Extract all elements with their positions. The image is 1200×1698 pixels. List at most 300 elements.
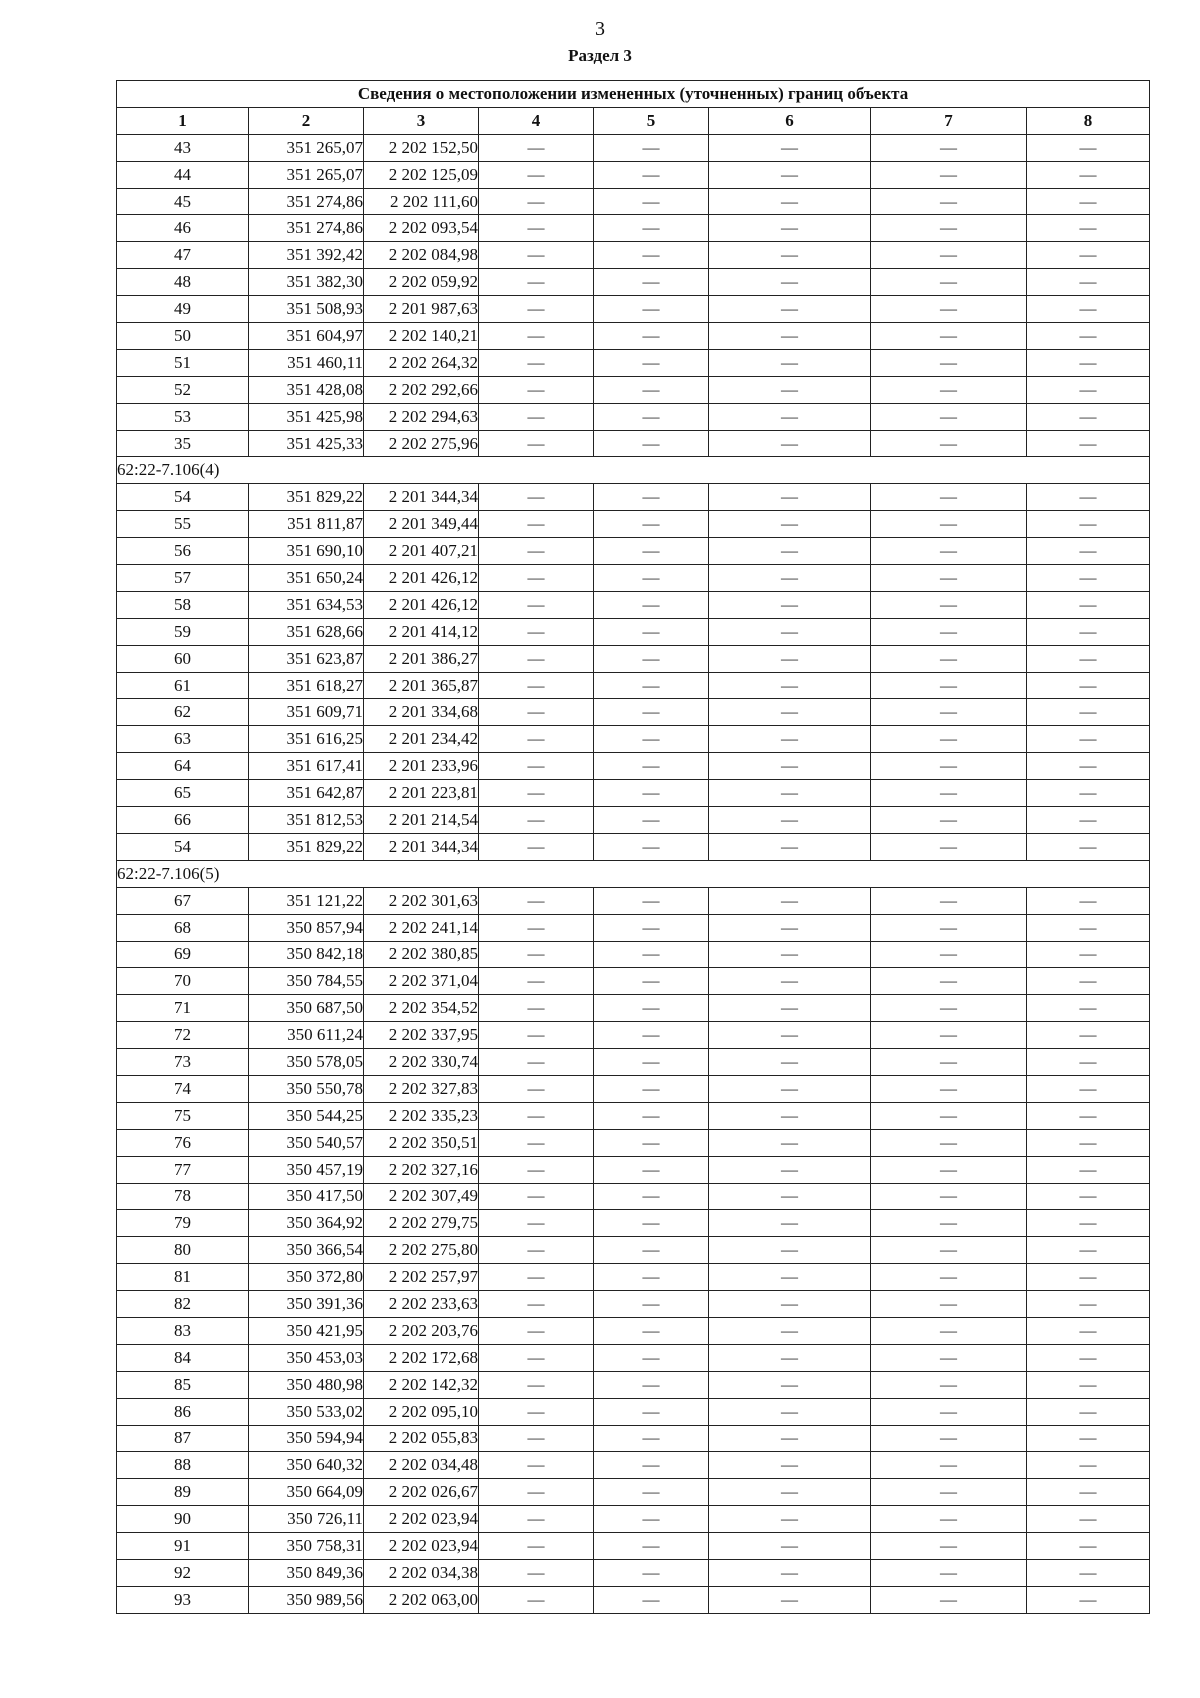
empty-value-dash: — [479, 1371, 594, 1398]
empty-value-dash: — [479, 807, 594, 834]
coordinate-y: 2 202 337,95 [364, 1022, 479, 1049]
coordinate-x: 351 274,86 [249, 215, 364, 242]
empty-value-dash: — [709, 1317, 871, 1344]
empty-value-dash: — [709, 1291, 871, 1318]
empty-value-dash: — [594, 995, 709, 1022]
table-row [117, 1317, 1150, 1344]
empty-value-dash: — [871, 1075, 1027, 1102]
point-number: 70 [117, 968, 249, 995]
empty-value-dash: — [594, 1344, 709, 1371]
empty-value-dash: — [1027, 484, 1150, 511]
coordinate-y: 2 202 095,10 [364, 1398, 479, 1425]
coordinate-y: 2 202 111,60 [364, 188, 479, 215]
table-caption-row [117, 81, 1150, 108]
coordinate-y: 2 202 023,94 [364, 1533, 479, 1560]
point-number: 64 [117, 753, 249, 780]
empty-value-dash: — [594, 591, 709, 618]
coordinate-x: 350 687,50 [249, 995, 364, 1022]
empty-value-dash: — [594, 430, 709, 457]
coordinate-x: 351 812,53 [249, 807, 364, 834]
empty-value-dash: — [594, 215, 709, 242]
empty-value-dash: — [479, 511, 594, 538]
empty-value-dash: — [871, 887, 1027, 914]
point-number: 66 [117, 807, 249, 834]
coordinate-x: 351 811,87 [249, 511, 364, 538]
coordinate-x: 350 391,36 [249, 1291, 364, 1318]
column-header: 1 [117, 107, 249, 134]
empty-value-dash: — [594, 1129, 709, 1156]
point-number: 88 [117, 1452, 249, 1479]
point-number: 76 [117, 1129, 249, 1156]
empty-value-dash: — [1027, 753, 1150, 780]
empty-value-dash: — [709, 1156, 871, 1183]
coordinate-x: 350 421,95 [249, 1317, 364, 1344]
empty-value-dash: — [479, 376, 594, 403]
column-header: 5 [594, 107, 709, 134]
empty-value-dash: — [871, 565, 1027, 592]
empty-value-dash: — [1027, 1102, 1150, 1129]
empty-value-dash: — [594, 914, 709, 941]
coordinate-y: 2 202 279,75 [364, 1210, 479, 1237]
empty-value-dash: — [1027, 403, 1150, 430]
point-number: 73 [117, 1049, 249, 1076]
table-row [117, 1210, 1150, 1237]
empty-value-dash: — [479, 1237, 594, 1264]
empty-value-dash: — [594, 134, 709, 161]
empty-value-dash: — [871, 1237, 1027, 1264]
coordinate-y: 2 202 327,16 [364, 1156, 479, 1183]
empty-value-dash: — [1027, 699, 1150, 726]
empty-value-dash: — [871, 1586, 1027, 1613]
empty-value-dash: — [1027, 1586, 1150, 1613]
empty-value-dash: — [594, 538, 709, 565]
empty-value-dash: — [479, 1210, 594, 1237]
point-number: 89 [117, 1479, 249, 1506]
empty-value-dash: — [709, 780, 871, 807]
empty-value-dash: — [594, 726, 709, 753]
table-row [117, 1075, 1150, 1102]
column-header: 2 [249, 107, 364, 134]
empty-value-dash: — [709, 538, 871, 565]
empty-value-dash: — [479, 833, 594, 860]
empty-value-dash: — [709, 1533, 871, 1560]
coordinate-x: 350 640,32 [249, 1452, 364, 1479]
empty-value-dash: — [594, 1398, 709, 1425]
table-row [117, 1237, 1150, 1264]
coordinate-x: 351 829,22 [249, 484, 364, 511]
empty-value-dash: — [871, 1371, 1027, 1398]
empty-value-dash: — [871, 484, 1027, 511]
coordinate-y: 2 202 292,66 [364, 376, 479, 403]
empty-value-dash: — [709, 753, 871, 780]
empty-value-dash: — [871, 1344, 1027, 1371]
empty-value-dash: — [871, 780, 1027, 807]
table-row [117, 269, 1150, 296]
coordinate-x: 351 609,71 [249, 699, 364, 726]
coordinate-x: 351 642,87 [249, 780, 364, 807]
empty-value-dash: — [479, 914, 594, 941]
empty-value-dash: — [709, 726, 871, 753]
empty-value-dash: — [871, 538, 1027, 565]
table-row [117, 1344, 1150, 1371]
parcel-group-label: 62:22-7.106(4) [117, 457, 1150, 484]
point-number: 75 [117, 1102, 249, 1129]
empty-value-dash: — [1027, 1049, 1150, 1076]
empty-value-dash: — [594, 887, 709, 914]
empty-value-dash: — [871, 430, 1027, 457]
point-number: 49 [117, 296, 249, 323]
empty-value-dash: — [709, 941, 871, 968]
coordinate-y: 2 201 223,81 [364, 780, 479, 807]
coordinate-y: 2 202 034,48 [364, 1452, 479, 1479]
column-header: 8 [1027, 107, 1150, 134]
empty-value-dash: — [479, 1344, 594, 1371]
empty-value-dash: — [709, 323, 871, 350]
column-header: 4 [479, 107, 594, 134]
empty-value-dash: — [594, 1533, 709, 1560]
point-number: 83 [117, 1317, 249, 1344]
coordinate-x: 351 274,86 [249, 188, 364, 215]
coordinate-y: 2 202 140,21 [364, 323, 479, 350]
empty-value-dash: — [594, 484, 709, 511]
coordinate-y: 2 202 125,09 [364, 161, 479, 188]
point-number: 84 [117, 1344, 249, 1371]
coordinate-x: 350 989,56 [249, 1586, 364, 1613]
empty-value-dash: — [709, 1210, 871, 1237]
table-row [117, 1479, 1150, 1506]
point-number: 47 [117, 242, 249, 269]
coordinate-x: 350 533,02 [249, 1398, 364, 1425]
coordinate-x: 351 628,66 [249, 618, 364, 645]
coordinate-x: 351 508,93 [249, 296, 364, 323]
coordinate-y: 2 202 294,63 [364, 403, 479, 430]
empty-value-dash: — [871, 833, 1027, 860]
point-number: 46 [117, 215, 249, 242]
empty-value-dash: — [709, 807, 871, 834]
empty-value-dash: — [709, 833, 871, 860]
empty-value-dash: — [1027, 1183, 1150, 1210]
coordinate-y: 2 202 301,63 [364, 887, 479, 914]
coordinate-x: 351 460,11 [249, 349, 364, 376]
point-number: 52 [117, 376, 249, 403]
empty-value-dash: — [594, 376, 709, 403]
empty-value-dash: — [871, 215, 1027, 242]
point-number: 51 [117, 349, 249, 376]
empty-value-dash: — [1027, 1022, 1150, 1049]
table-row [117, 1371, 1150, 1398]
coordinate-y: 2 201 365,87 [364, 672, 479, 699]
empty-value-dash: — [709, 376, 871, 403]
empty-value-dash: — [709, 699, 871, 726]
table-row [117, 726, 1150, 753]
empty-value-dash: — [871, 995, 1027, 1022]
coordinate-x: 351 616,25 [249, 726, 364, 753]
point-number: 59 [117, 618, 249, 645]
coordinate-y: 2 202 275,96 [364, 430, 479, 457]
coordinate-x: 351 623,87 [249, 645, 364, 672]
empty-value-dash: — [479, 1586, 594, 1613]
table-row [117, 403, 1150, 430]
empty-value-dash: — [871, 403, 1027, 430]
table-row [117, 1183, 1150, 1210]
point-number: 65 [117, 780, 249, 807]
empty-value-dash: — [1027, 188, 1150, 215]
empty-value-dash: — [871, 1398, 1027, 1425]
empty-value-dash: — [871, 1506, 1027, 1533]
empty-value-dash: — [709, 134, 871, 161]
coordinate-y: 2 202 307,49 [364, 1183, 479, 1210]
empty-value-dash: — [594, 1479, 709, 1506]
table-row [117, 134, 1150, 161]
point-number: 55 [117, 511, 249, 538]
empty-value-dash: — [479, 242, 594, 269]
empty-value-dash: — [1027, 618, 1150, 645]
empty-value-dash: — [594, 1506, 709, 1533]
coordinate-x: 350 842,18 [249, 941, 364, 968]
point-number: 61 [117, 672, 249, 699]
coordinate-y: 2 202 055,83 [364, 1425, 479, 1452]
coordinate-y: 2 202 152,50 [364, 134, 479, 161]
coordinate-y: 2 201 334,68 [364, 699, 479, 726]
point-number: 80 [117, 1237, 249, 1264]
empty-value-dash: — [479, 672, 594, 699]
empty-value-dash: — [871, 1156, 1027, 1183]
empty-value-dash: — [709, 618, 871, 645]
empty-value-dash: — [1027, 161, 1150, 188]
empty-value-dash: — [709, 188, 871, 215]
empty-value-dash: — [594, 296, 709, 323]
table-row [117, 242, 1150, 269]
point-number: 87 [117, 1425, 249, 1452]
empty-value-dash: — [709, 591, 871, 618]
empty-value-dash: — [709, 511, 871, 538]
empty-value-dash: — [479, 403, 594, 430]
coordinate-x: 351 634,53 [249, 591, 364, 618]
table-row [117, 1129, 1150, 1156]
empty-value-dash: — [479, 296, 594, 323]
empty-value-dash: — [1027, 1210, 1150, 1237]
empty-value-dash: — [594, 1586, 709, 1613]
empty-value-dash: — [709, 1452, 871, 1479]
coordinate-y: 2 201 426,12 [364, 591, 479, 618]
empty-value-dash: — [1027, 269, 1150, 296]
empty-value-dash: — [479, 1452, 594, 1479]
empty-value-dash: — [594, 807, 709, 834]
coordinate-x: 351 382,30 [249, 269, 364, 296]
empty-value-dash: — [1027, 134, 1150, 161]
coordinate-x: 350 366,54 [249, 1237, 364, 1264]
empty-value-dash: — [479, 1317, 594, 1344]
coordinate-x: 351 428,08 [249, 376, 364, 403]
empty-value-dash: — [594, 1237, 709, 1264]
table-row [117, 188, 1150, 215]
empty-value-dash: — [709, 1129, 871, 1156]
coordinate-x: 350 664,09 [249, 1479, 364, 1506]
column-header: 7 [871, 107, 1027, 134]
empty-value-dash: — [871, 1022, 1027, 1049]
point-number: 72 [117, 1022, 249, 1049]
table-row [117, 1291, 1150, 1318]
empty-value-dash: — [479, 618, 594, 645]
empty-value-dash: — [479, 215, 594, 242]
table-row [117, 591, 1150, 618]
empty-value-dash: — [709, 242, 871, 269]
empty-value-dash: — [594, 699, 709, 726]
table-row [117, 538, 1150, 565]
point-number: 63 [117, 726, 249, 753]
point-number: 92 [117, 1559, 249, 1586]
table-row [117, 1452, 1150, 1479]
coordinate-x: 350 849,36 [249, 1559, 364, 1586]
empty-value-dash: — [1027, 430, 1150, 457]
empty-value-dash: — [479, 349, 594, 376]
empty-value-dash: — [709, 215, 871, 242]
empty-value-dash: — [594, 1102, 709, 1129]
empty-value-dash: — [709, 1049, 871, 1076]
coordinate-x: 350 784,55 [249, 968, 364, 995]
page-number: 3 [595, 18, 605, 40]
coordinate-y: 2 201 414,12 [364, 618, 479, 645]
empty-value-dash: — [479, 1506, 594, 1533]
empty-value-dash: — [479, 699, 594, 726]
group-row [117, 457, 1150, 484]
empty-value-dash: — [479, 995, 594, 1022]
empty-value-dash: — [594, 403, 709, 430]
empty-value-dash: — [871, 1129, 1027, 1156]
table-row [117, 1586, 1150, 1613]
coordinate-x: 350 457,19 [249, 1156, 364, 1183]
empty-value-dash: — [479, 538, 594, 565]
empty-value-dash: — [1027, 1479, 1150, 1506]
coordinate-x: 351 604,97 [249, 323, 364, 350]
empty-value-dash: — [709, 995, 871, 1022]
empty-value-dash: — [594, 1075, 709, 1102]
empty-value-dash: — [594, 349, 709, 376]
table-body [117, 134, 1150, 1613]
coordinate-y: 2 202 241,14 [364, 914, 479, 941]
point-number: 78 [117, 1183, 249, 1210]
point-number: 69 [117, 941, 249, 968]
table-row [117, 484, 1150, 511]
empty-value-dash: — [479, 134, 594, 161]
empty-value-dash: — [594, 1452, 709, 1479]
table-row [117, 887, 1150, 914]
coordinate-y: 2 202 093,54 [364, 215, 479, 242]
empty-value-dash: — [594, 645, 709, 672]
empty-value-dash: — [479, 1129, 594, 1156]
empty-value-dash: — [871, 349, 1027, 376]
coordinate-y: 2 201 234,42 [364, 726, 479, 753]
column-header-row [117, 107, 1150, 134]
coordinate-x: 350 453,03 [249, 1344, 364, 1371]
coordinate-x: 351 265,07 [249, 161, 364, 188]
point-number: 48 [117, 269, 249, 296]
empty-value-dash: — [479, 269, 594, 296]
empty-value-dash: — [594, 1210, 709, 1237]
empty-value-dash: — [871, 1479, 1027, 1506]
point-number: 68 [117, 914, 249, 941]
coordinate-y: 2 202 380,85 [364, 941, 479, 968]
empty-value-dash: — [871, 269, 1027, 296]
empty-value-dash: — [479, 1102, 594, 1129]
coordinate-y: 2 201 349,44 [364, 511, 479, 538]
table-row [117, 511, 1150, 538]
empty-value-dash: — [594, 1371, 709, 1398]
table-row [117, 1264, 1150, 1291]
empty-value-dash: — [594, 1291, 709, 1318]
empty-value-dash: — [594, 1264, 709, 1291]
empty-value-dash: — [871, 1102, 1027, 1129]
coordinate-x: 350 611,24 [249, 1022, 364, 1049]
empty-value-dash: — [709, 1264, 871, 1291]
coordinate-x: 350 594,94 [249, 1425, 364, 1452]
empty-value-dash: — [871, 1291, 1027, 1318]
coordinate-x: 351 425,98 [249, 403, 364, 430]
coordinate-x: 351 650,24 [249, 565, 364, 592]
empty-value-dash: — [1027, 645, 1150, 672]
table-caption: Сведения о местоположении измененных (уточненных) границ объекта [117, 81, 1150, 108]
table-row [117, 618, 1150, 645]
point-number: 93 [117, 1586, 249, 1613]
empty-value-dash: — [1027, 538, 1150, 565]
empty-value-dash: — [1027, 833, 1150, 860]
coordinate-y: 2 202 034,38 [364, 1559, 479, 1586]
empty-value-dash: — [709, 565, 871, 592]
empty-value-dash: — [871, 645, 1027, 672]
empty-value-dash: — [1027, 1317, 1150, 1344]
point-number: 67 [117, 887, 249, 914]
table-row [117, 914, 1150, 941]
point-number: 74 [117, 1075, 249, 1102]
table-row [117, 941, 1150, 968]
empty-value-dash: — [1027, 941, 1150, 968]
empty-value-dash: — [709, 1479, 871, 1506]
coordinate-x: 350 578,05 [249, 1049, 364, 1076]
coordinate-x: 350 480,98 [249, 1371, 364, 1398]
coordinate-x: 351 425,33 [249, 430, 364, 457]
coordinate-y: 2 201 344,34 [364, 833, 479, 860]
point-number: 81 [117, 1264, 249, 1291]
empty-value-dash: — [871, 618, 1027, 645]
empty-value-dash: — [709, 1075, 871, 1102]
coordinate-y: 2 202 233,63 [364, 1291, 479, 1318]
table-row [117, 1398, 1150, 1425]
empty-value-dash: — [709, 161, 871, 188]
empty-value-dash: — [871, 1559, 1027, 1586]
empty-value-dash: — [1027, 565, 1150, 592]
empty-value-dash: — [479, 1398, 594, 1425]
point-number: 56 [117, 538, 249, 565]
empty-value-dash: — [479, 1156, 594, 1183]
empty-value-dash: — [709, 403, 871, 430]
coordinate-y: 2 202 371,04 [364, 968, 479, 995]
coordinate-y: 2 202 203,76 [364, 1317, 479, 1344]
point-number: 35 [117, 430, 249, 457]
empty-value-dash: — [871, 914, 1027, 941]
empty-value-dash: — [871, 1452, 1027, 1479]
empty-value-dash: — [594, 672, 709, 699]
empty-value-dash: — [871, 511, 1027, 538]
coordinate-y: 2 202 335,23 [364, 1102, 479, 1129]
empty-value-dash: — [1027, 995, 1150, 1022]
point-number: 79 [117, 1210, 249, 1237]
empty-value-dash: — [594, 161, 709, 188]
empty-value-dash: — [594, 242, 709, 269]
empty-value-dash: — [1027, 1156, 1150, 1183]
empty-value-dash: — [479, 1479, 594, 1506]
empty-value-dash: — [594, 1559, 709, 1586]
coordinate-y: 2 202 026,67 [364, 1479, 479, 1506]
